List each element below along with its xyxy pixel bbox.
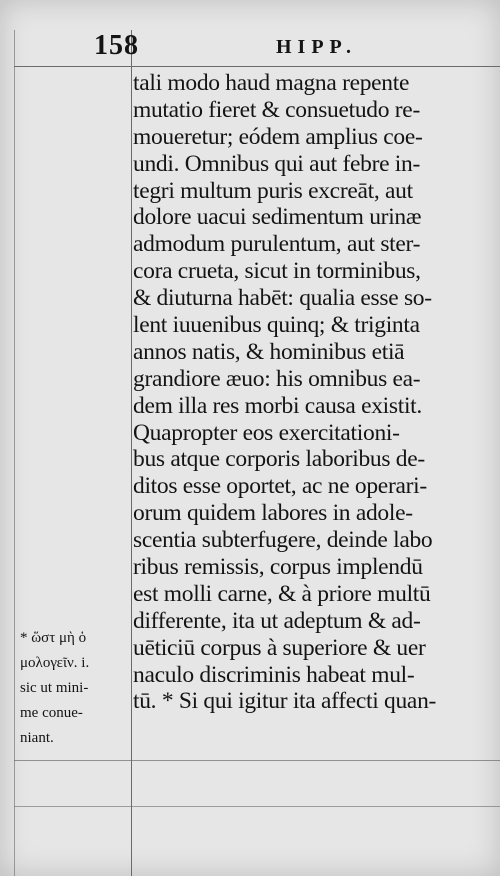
body-text-line: moueretur; eódem amplius coe- — [133, 123, 423, 150]
marginal-note-line: niant. — [20, 730, 54, 746]
header-rule — [14, 66, 500, 67]
outer-margin-rule — [14, 30, 15, 876]
page-number: 158 — [94, 30, 139, 61]
footer-rule — [14, 760, 500, 761]
body-text-line: lent iuuenibus quinq; & triginta — [133, 312, 420, 339]
body-text-block — [133, 70, 488, 715]
marginal-note — [20, 626, 132, 751]
body-text-line: dem illa res morbi causa existit. — [133, 392, 422, 419]
marginal-note-line: me conue- — [20, 705, 83, 721]
body-text-line: grandiore æuo: his omnibus ea- — [133, 365, 421, 392]
body-text-line: ribus remissis, corpus implendū — [133, 554, 423, 581]
body-text-line: est molli carne, & à priore multū — [133, 580, 431, 607]
body-text-line: admodum purulentum, aut ster- — [133, 231, 421, 258]
marginal-note-line: * ὥστ μὴ ὁ — [20, 630, 87, 646]
body-text-line: naculo discriminis habeat mul- — [133, 661, 415, 688]
body-text-line: scentia subterfugere, deinde labo — [133, 527, 433, 554]
body-text-line: undi. Omnibus qui aut febre in- — [133, 150, 421, 177]
body-text-line: uēticiū corpus à superiore & uer — [133, 634, 426, 661]
body-text-line: ditos esse oportet, ac ne operari- — [133, 473, 427, 500]
body-text-line: dolore uacui sedimentum urinæ — [133, 204, 422, 231]
body-text-line: tali modo haud magna repente — [133, 70, 410, 96]
body-text-line: & diuturna habēt: qualia esse so- — [133, 285, 432, 312]
marginal-note-line: μολογεῖν. i. — [20, 655, 90, 671]
footer-rule-lower — [14, 806, 500, 807]
marginal-note-line: sic ut mini- — [20, 680, 89, 696]
body-text-line: orum quidem labores in adole- — [133, 500, 413, 527]
body-text-line: cora crueta, sicut in torminibus, — [133, 258, 421, 285]
body-text-line: annos natis, & hominibus etiā — [133, 338, 405, 365]
body-text-line: differente, ita ut adeptum & ad- — [133, 607, 421, 634]
body-text-line: tū. * Si qui igitur ita affecti quan- — [133, 688, 437, 715]
body-text-line: tegri multum puris excreāt, aut — [133, 177, 413, 204]
body-text-line: Quapropter eos exercitationi- — [133, 419, 400, 446]
body-text-line: bus atque corporis laboribus de- — [133, 446, 425, 473]
running-head: HIPP. — [276, 36, 357, 58]
body-text-line: mutatio fieret & consuetudo re- — [133, 96, 420, 123]
